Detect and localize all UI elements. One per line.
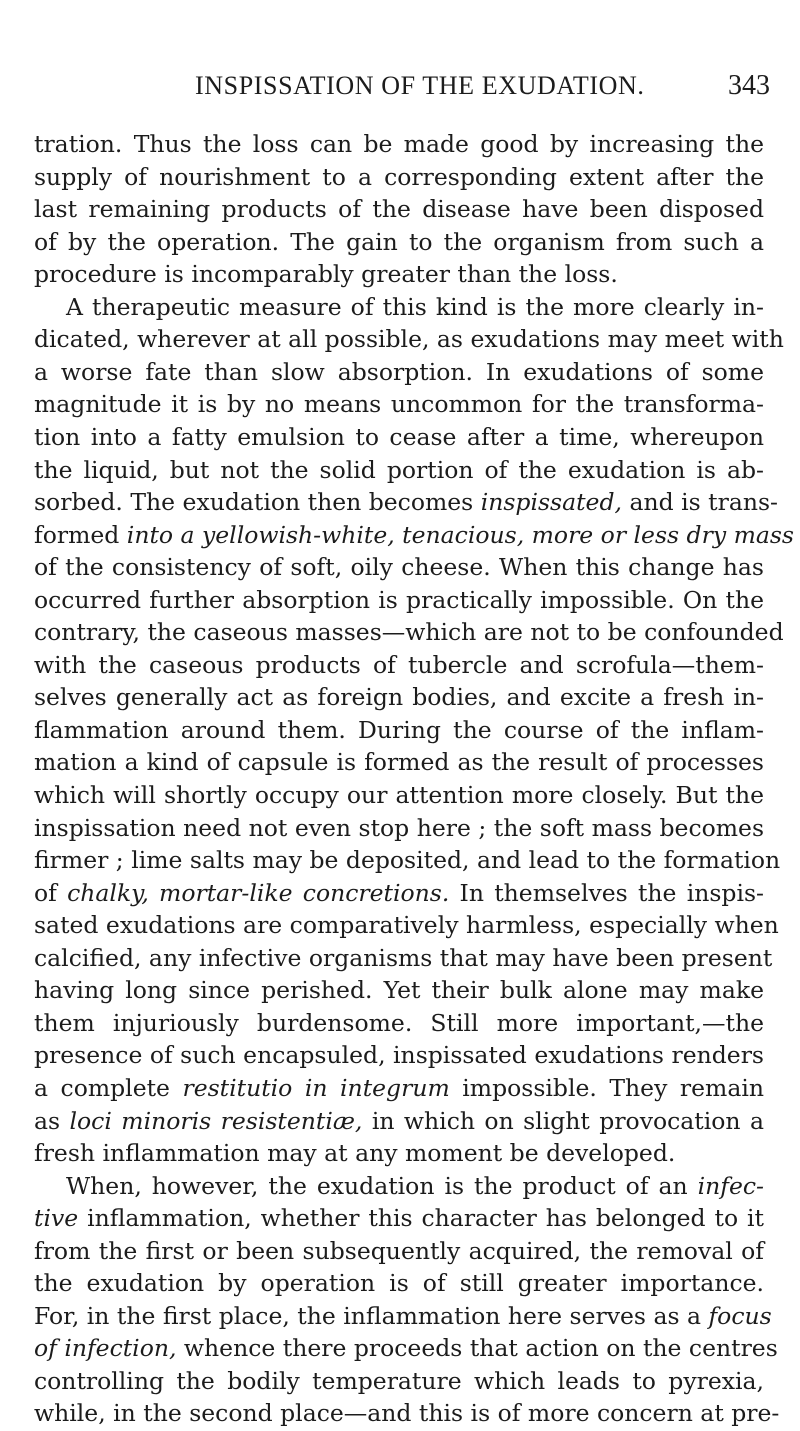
text-line — [34, 159, 764, 195]
italic-text: of infection, — [34, 1334, 177, 1363]
text-run: the liquid, but not the solid portion of the exudation is ab- — [34, 455, 764, 484]
text-line — [34, 940, 773, 976]
text-run: formed — [34, 520, 127, 549]
text-line — [34, 1330, 778, 1366]
text-run: impossible. They remain — [449, 1073, 764, 1102]
text-run: while, in the second place—and this is of more concern at pre- — [34, 1399, 780, 1428]
text-run: a worse fate than slow absorption. In exudations of some — [34, 357, 764, 386]
text-run: of — [34, 878, 68, 907]
text-line — [34, 614, 784, 650]
text-run: firmer ; lime salts may be deposited, and lead to the formation — [34, 846, 781, 875]
text-line — [34, 386, 764, 422]
text-line — [34, 647, 764, 683]
text-line — [34, 321, 784, 357]
page-header — [0, 66, 800, 106]
running-head: INSPISSATION OF THE EXUDATION. — [195, 71, 645, 100]
text-run: sated exudations are comparatively harmless, especially when — [34, 911, 779, 940]
text-line — [34, 549, 764, 585]
text-run: tration. Thus the loss can be made good by increasing the — [34, 130, 764, 158]
text-line — [34, 1200, 764, 1236]
text-line — [34, 1070, 764, 1106]
text-run: procedure is incomparably greater than the loss. — [34, 260, 618, 289]
text-run: mation a kind of capsule is formed as the result of processes — [34, 748, 764, 777]
text-run: magnitude it is by no means uncommon for the transforma- — [34, 390, 764, 419]
text-run: supply of nourishment to a corresponding extent after the — [34, 162, 764, 191]
text-run: In themselves the inspis- — [449, 878, 764, 907]
text-line — [34, 419, 764, 455]
text-run: having long since perished. Yet their bulk alone may make — [34, 976, 764, 1005]
text-run: them injuriously burdensome. Still more important,—the — [34, 1008, 764, 1037]
text-line — [34, 712, 764, 748]
text-line — [34, 517, 794, 553]
text-run: in which on slight provocation a — [362, 1106, 764, 1135]
text-line — [34, 452, 764, 488]
text-run: For, in the first place, the inflammation here serves as a — [34, 1301, 709, 1330]
text-line — [34, 1298, 772, 1334]
text-line — [34, 126, 764, 162]
italic-text: focus — [708, 1301, 772, 1330]
italic-text: restitutio in integrum — [182, 1073, 450, 1102]
text-line — [34, 582, 764, 618]
text-run: selves generally act as foreign bodies, and excite a fresh in- — [34, 683, 764, 712]
text-run: A therapeutic measure of this kind is the more clearly in- — [66, 292, 764, 321]
text-run: controlling the bodily temperature which leads to pyrexia, — [34, 1366, 764, 1395]
text-line — [34, 256, 764, 292]
text-line — [34, 907, 779, 943]
text-run: from the first or been subsequently acquired, the removal of — [34, 1236, 764, 1265]
italic-text: into a yellowish-white, tenacious, more or less dry mass — [126, 520, 794, 549]
text-line — [34, 875, 764, 911]
text-run: contrary, the caseous masses—which are not to be confounded — [34, 618, 784, 647]
text-line — [34, 972, 764, 1008]
text-run: and is trans- — [621, 488, 778, 517]
text-run: flammation around them. During the course of the inflam- — [34, 715, 764, 744]
text-run: inspissation need not even stop here ; the soft mass becomes — [34, 813, 764, 842]
text-run: occurred further absorption is practically impossible. On the — [34, 585, 764, 614]
text-run: the exudation by operation is of still greater importance. — [34, 1269, 764, 1298]
text-line — [66, 1168, 764, 1204]
italic-text: chalky, mortar-like concretions. — [67, 878, 450, 907]
text-run: calcified, any infective organisms that may have been present — [34, 943, 773, 972]
text-line — [34, 1037, 764, 1073]
text-run: dicated, wherever at all possible, as exudations may meet with — [34, 325, 784, 354]
page-number: 343 — [728, 70, 770, 101]
text-run: with the caseous products of tubercle and scrofula—them- — [34, 650, 764, 679]
text-line — [34, 1395, 780, 1431]
text-line — [34, 777, 764, 813]
text-run: whence there proceeds that action on the centres — [176, 1334, 778, 1363]
text-line — [34, 810, 764, 846]
text-run: tion into a fatty emulsion to cease after a time, whereupon — [34, 422, 764, 451]
text-line — [34, 1233, 764, 1269]
italic-text: loci minoris resistentiæ, — [69, 1106, 363, 1135]
text-line — [34, 679, 764, 715]
text-line — [34, 484, 778, 520]
text-line — [34, 1005, 764, 1041]
text-run: a complete — [34, 1073, 183, 1102]
italic-text: inspissated, — [480, 488, 622, 517]
text-run: fresh inflammation may at any moment be developed. — [34, 1139, 676, 1168]
text-run: presence of such encapsuled, inspissated exudations renders — [34, 1041, 764, 1070]
text-line — [34, 1103, 764, 1139]
text-line — [34, 191, 764, 227]
text-line — [34, 1135, 764, 1171]
text-run: as — [34, 1106, 70, 1135]
text-run: last remaining products of the disease have been disposed — [34, 195, 764, 224]
text-run: which will shortly occupy our attention more closely. But the — [34, 781, 764, 809]
text-run: inflammation, whether this character has belonged to it — [78, 1204, 764, 1233]
text-line — [34, 354, 764, 390]
text-line — [34, 842, 781, 878]
text-line — [34, 1265, 764, 1301]
italic-text: infec- — [697, 1171, 764, 1200]
text-line — [34, 744, 764, 780]
text-line — [34, 1363, 764, 1399]
text-line — [34, 224, 764, 260]
text-run: sorbed. The exudation then becomes — [34, 488, 481, 517]
text-line — [66, 289, 764, 325]
text-run: When, however, the exudation is the product of an — [66, 1171, 698, 1200]
text-run: of by the operation. The gain to the organism from such a — [34, 227, 764, 256]
italic-text: tive — [34, 1204, 79, 1233]
text-run: of the consistency of soft, oily cheese. When this change has — [34, 553, 764, 582]
